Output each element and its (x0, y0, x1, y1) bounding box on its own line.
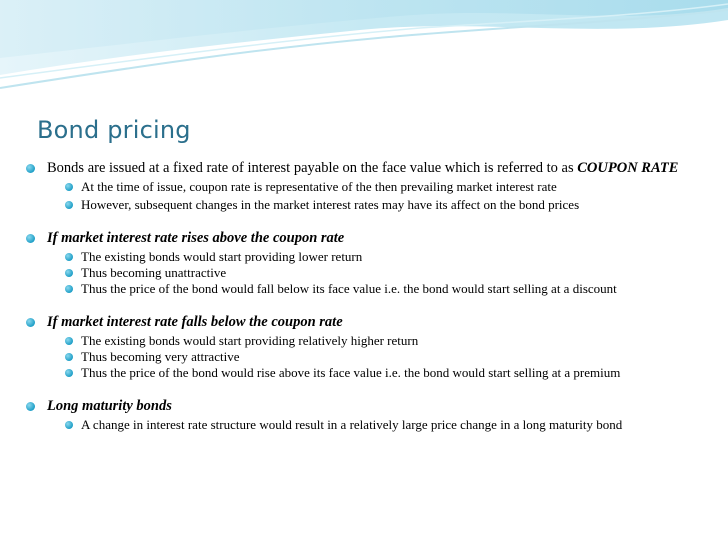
bullet-emphasis: COUPON RATE (577, 160, 679, 176)
sub-bullet-text: At the time of issue, coupon rate is representative of the then prevailing market interest rate (81, 179, 557, 194)
bullet-item (26, 160, 696, 177)
bullet-text: Bonds are issued at a fixed rate of interest payable on the face value which is referred to as (47, 160, 578, 176)
bullet-icon (65, 201, 73, 209)
bullet-icon (65, 269, 73, 277)
bullet-icon (26, 234, 35, 243)
sub-bullet-text: Thus the price of the bond would rise above its face value i.e. the bond would start selling at a premium (81, 365, 621, 380)
sub-bullet-item (26, 197, 696, 212)
bullet-item (26, 398, 696, 415)
bullet-icon (65, 337, 73, 345)
bullet-icon (26, 318, 35, 327)
sub-bullet-item (26, 349, 696, 364)
bullet-item (26, 314, 696, 331)
bullet-icon (65, 369, 73, 377)
sub-bullet-text: However, subsequent changes in the market interest rates may have its affect on the bond prices (81, 197, 580, 212)
sub-bullet-text: Thus becoming very attractive (81, 349, 240, 364)
sub-bullet-text: Thus the price of the bond would fall below its face value i.e. the bond would start selling at a discount (81, 281, 617, 296)
sub-bullet-item (26, 417, 696, 432)
bullet-icon (65, 353, 73, 361)
sub-bullet-text: The existing bonds would start providing lower return (81, 249, 363, 264)
bullet-item (26, 230, 696, 247)
bullet-icon (65, 183, 73, 191)
sub-bullet-text: Thus becoming unattractive (81, 265, 227, 280)
sub-bullet-item (26, 281, 696, 296)
sub-bullet-text: The existing bonds would start providing relatively higher return (81, 333, 419, 348)
slide-title: Bond pricing (37, 116, 191, 144)
bullet-content (26, 160, 696, 432)
sub-bullet-text: A change in interest rate structure would result in a relatively large price change in a long maturity bond (81, 417, 623, 432)
sub-bullet-item (26, 333, 696, 348)
header-wave-decoration (0, 0, 728, 95)
bullet-emphasis: If market interest rate rises above the coupon rate (47, 230, 345, 246)
sub-bullet-item (26, 365, 696, 380)
sub-bullet-item (26, 265, 696, 280)
bullet-icon (65, 285, 73, 293)
bullet-icon (65, 421, 73, 429)
bullet-icon (65, 253, 73, 261)
bullet-icon (26, 402, 35, 411)
sub-bullet-item (26, 179, 696, 194)
sub-bullet-item (26, 249, 696, 264)
bullet-emphasis: If market interest rate falls below the coupon rate (47, 314, 343, 330)
bullet-emphasis: Long maturity bonds (47, 398, 172, 414)
bullet-icon (26, 164, 35, 173)
